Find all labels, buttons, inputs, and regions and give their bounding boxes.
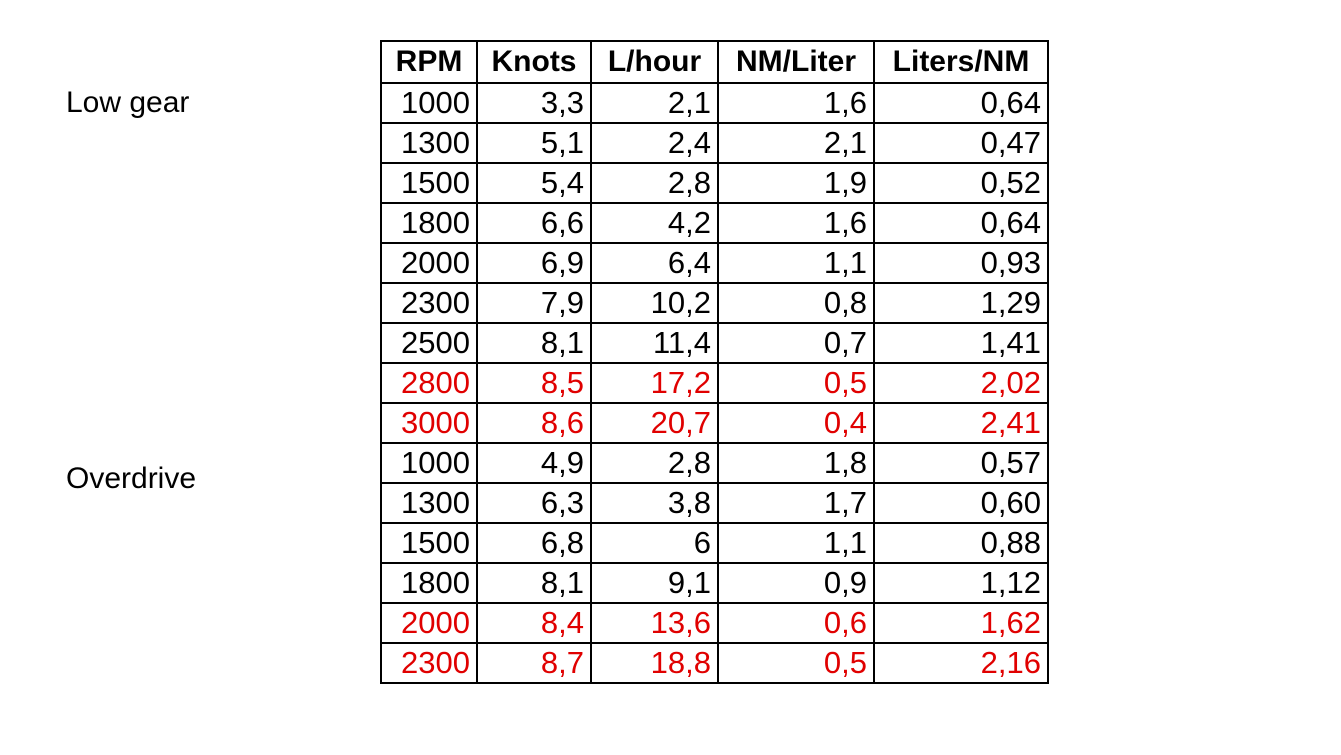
- cell-liters-nm: 1,29: [874, 283, 1048, 323]
- cell-knots: 7,9: [477, 283, 591, 323]
- cell-liters-nm: 1,41: [874, 323, 1048, 363]
- cell-l-hour: 18,8: [591, 643, 718, 683]
- cell-rpm: 1500: [381, 523, 477, 563]
- cell-liters-nm: 2,41: [874, 403, 1048, 443]
- cell-liters-nm: 1,12: [874, 563, 1048, 603]
- cell-knots: 6,3: [477, 483, 591, 523]
- table-row: [381, 363, 1048, 403]
- cell-rpm: 1000: [381, 443, 477, 483]
- cell-nm-liter: 1,1: [718, 243, 874, 283]
- cell-nm-liter: 1,6: [718, 83, 874, 123]
- cell-rpm: 2300: [381, 283, 477, 323]
- cell-rpm: 1000: [381, 83, 477, 123]
- cell-liters-nm: 0,64: [874, 203, 1048, 243]
- cell-nm-liter: 1,1: [718, 523, 874, 563]
- cell-rpm: 1800: [381, 203, 477, 243]
- cell-nm-liter: 0,6: [718, 603, 874, 643]
- overdrive-label: Overdrive: [66, 462, 197, 495]
- table-row: [381, 483, 1048, 523]
- cell-knots: 3,3: [477, 83, 591, 123]
- table-row: [381, 523, 1048, 563]
- cell-knots: 5,1: [477, 123, 591, 163]
- cell-knots: 6,9: [477, 243, 591, 283]
- cell-rpm: 2800: [381, 363, 477, 403]
- header-rpm: RPM: [381, 41, 477, 83]
- cell-nm-liter: 1,9: [718, 163, 874, 203]
- cell-knots: 8,1: [477, 563, 591, 603]
- table-row: [381, 323, 1048, 363]
- cell-l-hour: 2,1: [591, 83, 718, 123]
- table-header-row: [381, 41, 1048, 83]
- table-row: [381, 123, 1048, 163]
- table-row: [381, 563, 1048, 603]
- header-knots: Knots: [477, 41, 591, 83]
- cell-l-hour: 11,4: [591, 323, 718, 363]
- table-row: [381, 403, 1048, 443]
- cell-knots: 8,7: [477, 643, 591, 683]
- table-row: [381, 83, 1048, 123]
- table-row: [381, 163, 1048, 203]
- cell-rpm: 2300: [381, 643, 477, 683]
- cell-rpm: 2000: [381, 603, 477, 643]
- cell-nm-liter: 0,8: [718, 283, 874, 323]
- cell-knots: 8,5: [477, 363, 591, 403]
- header-liters-nm: Liters/NM: [874, 41, 1048, 83]
- cell-rpm: 1800: [381, 563, 477, 603]
- cell-nm-liter: 0,4: [718, 403, 874, 443]
- cell-liters-nm: 0,52: [874, 163, 1048, 203]
- low-gear-label: Low gear: [66, 86, 190, 119]
- header-l-hour: L/hour: [591, 41, 718, 83]
- table-body: [381, 83, 1048, 683]
- cell-knots: 6,8: [477, 523, 591, 563]
- cell-rpm: 2500: [381, 323, 477, 363]
- cell-liters-nm: 0,64: [874, 83, 1048, 123]
- cell-rpm: 1300: [381, 123, 477, 163]
- cell-nm-liter: 2,1: [718, 123, 874, 163]
- cell-l-hour: 2,8: [591, 163, 718, 203]
- cell-l-hour: 17,2: [591, 363, 718, 403]
- cell-liters-nm: 0,88: [874, 523, 1048, 563]
- cell-l-hour: 20,7: [591, 403, 718, 443]
- cell-knots: 8,1: [477, 323, 591, 363]
- cell-nm-liter: 1,7: [718, 483, 874, 523]
- cell-knots: 8,4: [477, 603, 591, 643]
- cell-liters-nm: 1,62: [874, 603, 1048, 643]
- cell-nm-liter: 0,5: [718, 643, 874, 683]
- cell-nm-liter: 0,9: [718, 563, 874, 603]
- cell-knots: 8,6: [477, 403, 591, 443]
- cell-rpm: 1500: [381, 163, 477, 203]
- cell-l-hour: 9,1: [591, 563, 718, 603]
- cell-liters-nm: 0,47: [874, 123, 1048, 163]
- table-row: [381, 243, 1048, 283]
- table-row: [381, 283, 1048, 323]
- cell-liters-nm: 0,60: [874, 483, 1048, 523]
- cell-l-hour: 6: [591, 523, 718, 563]
- cell-knots: 6,6: [477, 203, 591, 243]
- cell-knots: 4,9: [477, 443, 591, 483]
- header-nm-liter: NM/Liter: [718, 41, 874, 83]
- table-row: [381, 643, 1048, 683]
- cell-l-hour: 2,4: [591, 123, 718, 163]
- cell-knots: 5,4: [477, 163, 591, 203]
- cell-nm-liter: 1,6: [718, 203, 874, 243]
- cell-nm-liter: 1,8: [718, 443, 874, 483]
- table-row: [381, 203, 1048, 243]
- cell-l-hour: 4,2: [591, 203, 718, 243]
- cell-rpm: 1300: [381, 483, 477, 523]
- cell-l-hour: 6,4: [591, 243, 718, 283]
- cell-l-hour: 2,8: [591, 443, 718, 483]
- cell-liters-nm: 2,16: [874, 643, 1048, 683]
- cell-liters-nm: 2,02: [874, 363, 1048, 403]
- cell-liters-nm: 0,57: [874, 443, 1048, 483]
- cell-l-hour: 13,6: [591, 603, 718, 643]
- table-row: [381, 603, 1048, 643]
- cell-liters-nm: 0,93: [874, 243, 1048, 283]
- cell-l-hour: 10,2: [591, 283, 718, 323]
- fuel-consumption-table: [380, 40, 1049, 684]
- cell-rpm: 2000: [381, 243, 477, 283]
- table-row: [381, 443, 1048, 483]
- cell-l-hour: 3,8: [591, 483, 718, 523]
- cell-nm-liter: 0,5: [718, 363, 874, 403]
- cell-rpm: 3000: [381, 403, 477, 443]
- cell-nm-liter: 0,7: [718, 323, 874, 363]
